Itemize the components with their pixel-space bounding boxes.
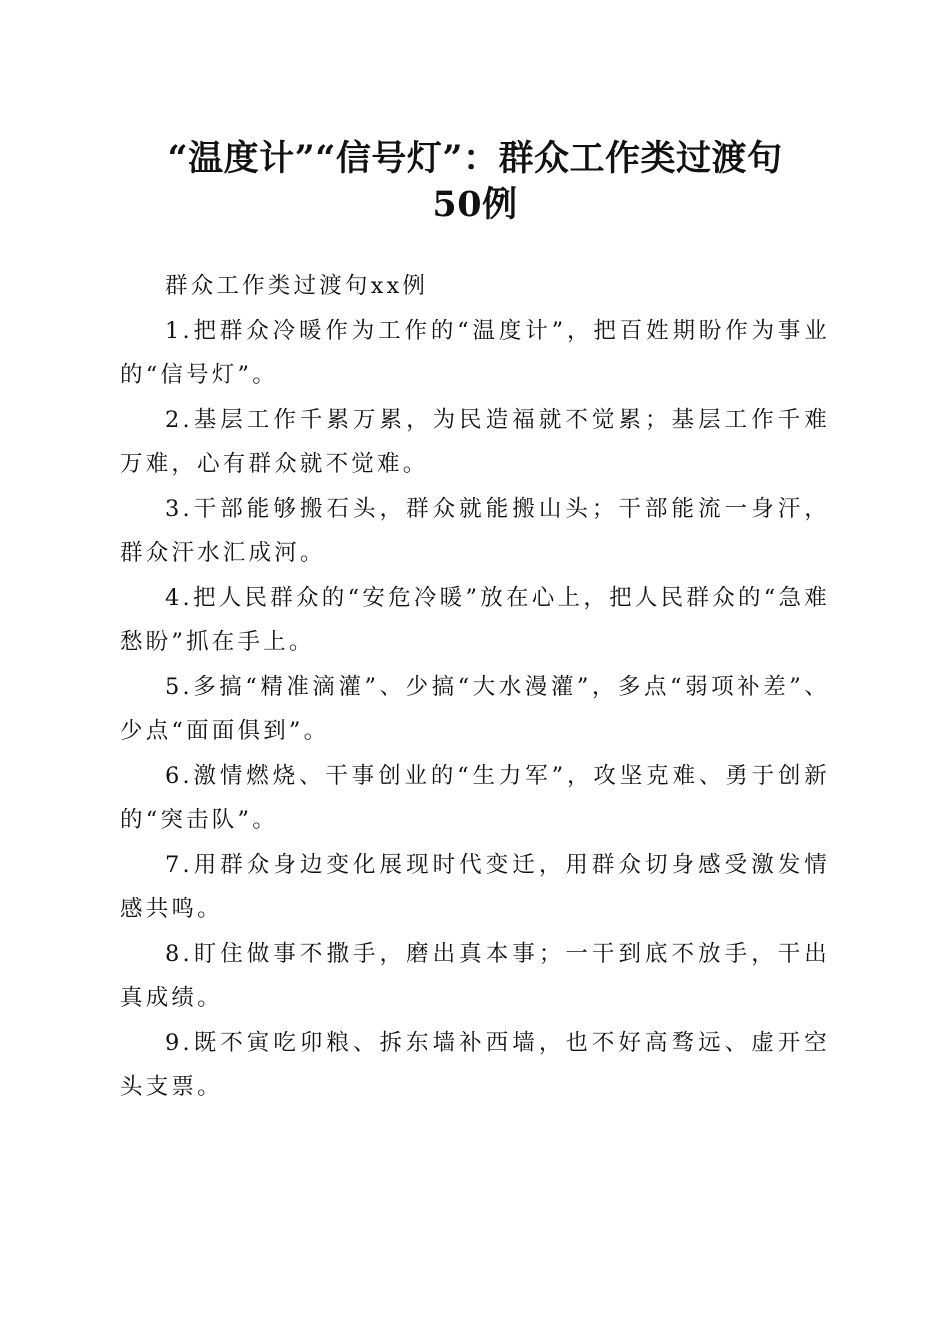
document-body — [120, 264, 830, 1110]
list-item: 1.把群众冷暖作为工作的“温度计”，把百姓期盼作为事业的“信号灯”。 — [120, 317, 830, 388]
list-item: 6.激情燃烧、干事创业的“生力军”，攻坚克难、勇于创新的“突击队”。 — [120, 762, 830, 833]
list-item: 5.多搞“精准滴灌”、少搞“大水漫灌”，多点“弱项补差”、少点“面面俱到”。 — [120, 673, 830, 744]
page-title — [120, 136, 830, 228]
title-line-1: “温度计”“信号灯”：群众工作类过渡句 — [167, 138, 783, 179]
list-item: 7.用群众身边变化展现时代变迁，用群众切身感受激发情感共鸣。 — [120, 851, 830, 922]
list-item: 4.把人民群众的“安危冷暖”放在心上，把人民群众的“急难愁盼”抓在手上。 — [120, 584, 830, 655]
intro-paragraph: 群众工作类过渡句xx例 — [165, 273, 429, 299]
list-item: 3.干部能够搬石头，群众就能搬山头；干部能流一身汗，群众汗水汇成河。 — [120, 495, 830, 566]
title-line-2: 50例 — [432, 184, 518, 225]
list-item: 8.盯住做事不撒手，磨出真本事；一干到底不放手，干出真成绩。 — [120, 940, 830, 1011]
list-item: 2.基层工作千累万累，为民造福就不觉累；基层工作千难万难，心有群众就不觉难。 — [120, 406, 830, 477]
list-item: 9.既不寅吃卯粮、拆东墙补西墙，也不好高骛远、虚开空头支票。 — [120, 1029, 830, 1100]
